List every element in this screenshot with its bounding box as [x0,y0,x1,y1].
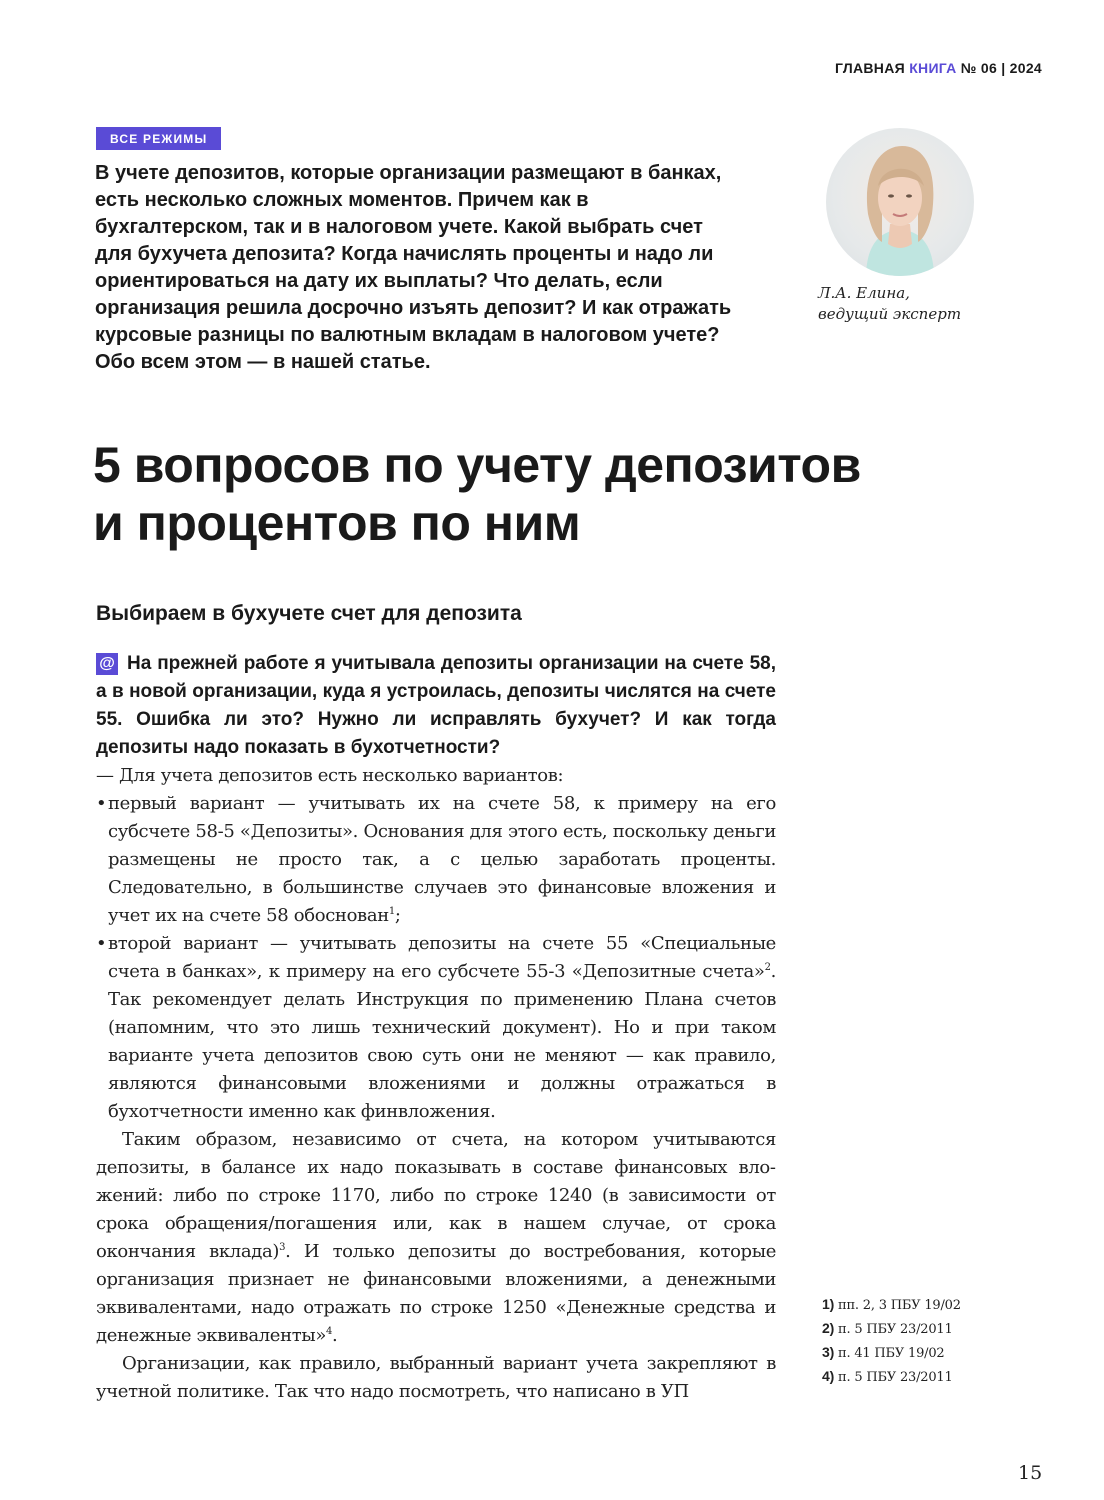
footnote-text: пп. 2, 3 ПБУ 19/02 [838,1298,961,1313]
answer-options-list [96,790,776,1126]
option-1-text: первый вариант — учитывать их на счете 58, к примеру на его субсчете 58-5 «Депозиты». Основания для этого есть, поскольку деньги размещены не просто так, а с целью заработать проценты. Следовательно, в большинстве случаев это финансовые вложения и учет их на счете 58 обоснован [108,793,776,926]
body-paragraph-2: Организации, как правило, выбранный вариант учета закрепляют в учетной политике. Так что надо посмотреть, что написано в УП [96,1353,776,1402]
category-tag: ВСЕ РЕЖИМЫ [96,127,221,150]
lead-paragraph: В учете депозитов, которые организации размещают в банках, есть несколько сложных моментов. Причем как в бухгалтерском, так и в налоговом учете. Какой выбрать счет для бухучета депозита? Когда начислять проценты и надо ли ориентироваться на дату их выплаты? Что делать, если организация решила досрочно изъять депозит? И как отражать курсовые разницы по валютным вкладам в налоговом учете? Обо всем этом — в нашей статье. [95,162,732,373]
list-item [96,790,776,930]
author-portrait-illustration [826,128,974,276]
article-body [96,762,776,1406]
article-headline [93,436,993,552]
footnote-number: 1) [822,1296,835,1312]
footnote-text: п. 5 ПБУ 23/2011 [838,1370,953,1385]
author-photo [826,128,974,276]
footnote-item [822,1293,961,1317]
para-1-end: . [332,1325,338,1346]
body-paragraph-1 [96,1126,776,1350]
footnote-number: 2) [822,1320,835,1336]
masthead-issue: № 06 | 2024 [960,60,1042,76]
footnotes [822,1293,961,1389]
list-item [96,930,776,1126]
masthead-brand-main: ГЛАВНАЯ [834,60,905,76]
question-text: На прежней работе я учитывала депозиты организации на счете 58, а в новой организации, куда я устроилась, депозиты числятся на счете 55. Ошибка ли это? Нужно ли исправлять бухучет? И как тогда депозиты надо показать в бухотчетности? [96,653,776,758]
footnote-item [822,1365,961,1389]
para-1-text: Таким образом, независимо от счета, на котором учитываются депозиты, в балансе их надо показывать в составе финансовых вложений: либо по строке 1170, либо по строке 1240 (в зависимости от срока обращения/погашения или, как в нашем случае, от срока окончания вклада) [96,1129,776,1262]
at-icon: @ [96,653,118,675]
reader-question [96,650,776,762]
footnote-text: п. 5 ПБУ 23/2011 [838,1322,953,1337]
headline-line-1: 5 вопросов по учету депозитов [93,437,861,493]
footnote-number: 3) [822,1344,835,1360]
author-role: ведущий эксперт [818,305,962,323]
footnote-item [822,1317,961,1341]
section-subheading: Выбираем в бухучете счет для депозита [96,602,522,625]
masthead [835,60,1042,76]
para-1-text-cont: . И только депозиты до востребования, которые организация признает не финансовыми вложениями, а денежными эквивалентами, надо отражать по строке 1250 «Денежные средства и денежные эквиваленты» [96,1241,777,1346]
footnote-ref-2: 2 [764,962,771,973]
footnote-ref-4: 4 [326,1326,333,1337]
option-2-text: второй вариант — учитывать депозиты на счете 55 «Специальные счета в банках», к примеру на его субсчете 55-3 «Депозитные счета» [108,933,776,982]
page-number: 15 [1018,1462,1043,1484]
footnote-ref-3: 3 [279,1242,286,1253]
masthead-brand-accent: КНИГА [909,60,957,76]
footnote-number: 4) [822,1368,835,1384]
option-1-end: ; [394,905,401,926]
footnote-text: п. 41 ПБУ 19/02 [838,1346,945,1361]
answer-intro: — Для учета депозитов есть несколько вариантов: [96,765,564,786]
author-byline [818,283,961,325]
footnote-item [822,1341,961,1365]
author-name: Л.А. Елина, [818,284,910,302]
option-2-text-cont: . Так рекомендует делать Инструкция по применению Плана счетов (напомним, что это лишь технический документ). Но и при таком варианте учета депозитов свою суть они не меняют — как правило, являются финансовыми вложениями и должны отражаться в бухотчетности именно как финвложения. [108,961,776,1122]
headline-line-2: и процентов по ним [93,495,581,551]
footnote-ref-1: 1 [388,906,395,917]
